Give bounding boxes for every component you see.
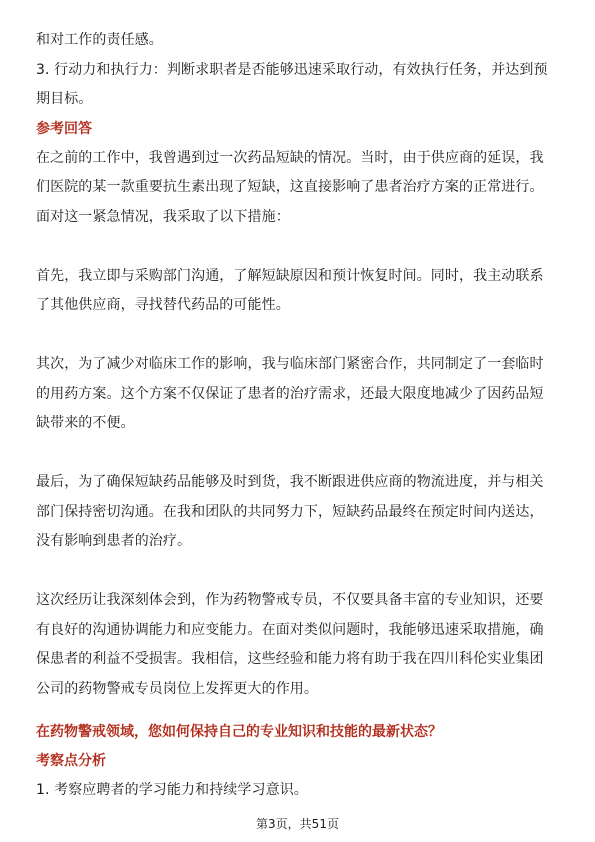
criteria-continuation [36, 26, 560, 115]
text-line: 保患者的利益不受损害。我相信，这些经验和能力将有助于我在四川科伦实业集团 [36, 651, 544, 667]
answer-paragraph-4 [36, 468, 560, 557]
answer-paragraph-3 [36, 350, 560, 439]
text-line: 没有影响到患者的治疗。 [36, 533, 192, 549]
paragraph-spacer [36, 557, 560, 587]
text-line: 面对这一紧急情况，我采取了以下措施： [36, 208, 290, 225]
text-line: 最后，为了确保短缺药品能够及时到货，我不断跟进供应商的物流进度，并与相关 [36, 474, 544, 490]
text-line: 缺带来的不便。 [36, 415, 135, 431]
text-line: 期目标。 [36, 91, 93, 107]
answer-paragraph-2 [36, 262, 560, 321]
answer-paragraph-1 [36, 144, 560, 233]
text-line: 和对工作的责任感。 [36, 32, 163, 48]
analysis-heading: 考察点分析 [36, 753, 106, 769]
text-line: 有良好的沟通协调能力和应变能力。在面对类似问题时，我能够迅速采取措施，确 [36, 621, 544, 638]
paragraph-spacer [36, 232, 560, 262]
text-line: 这次经历让我深刻体会到，作为药物警戒专员，不仅要具备丰富的专业知识，还要 [36, 592, 544, 608]
text-line: 3. 行动力和执行力：判断求职者是否能够迅速采取行动，有效执行任务，并达到预 [36, 61, 548, 78]
answer-paragraph-5 [36, 586, 560, 704]
text-line: 其次，为了减少对临床工作的影响，我与临床部门紧密合作，共同制定了一套临时 [36, 356, 544, 372]
section-spacer [36, 704, 560, 718]
paragraph-spacer [36, 439, 560, 469]
text-line: 在之前的工作中，我曾遇到过一次药品短缺的情况。当时，由于供应商的延误，我 [36, 149, 544, 166]
text-line: 的用药方案。这个方案不仅保证了患者的治疗需求，还最大限度地减少了因药品短 [36, 385, 544, 402]
page-content [36, 26, 560, 806]
analysis-item: 1. 考察应聘者的学习能力和持续学习意识。 [36, 782, 308, 798]
text-line: 们医院的某一款重要抗生素出现了短缺，这直接影响了患者治疗方案的正常进行。 [36, 179, 544, 195]
text-line: 公司的药物警戒专员岗位上发挥更大的作用。 [36, 680, 318, 697]
page-footer: 第3页，共51页 [256, 817, 339, 831]
text-line: 部门保持密切沟通。在我和团队的共同努力下，短缺药品最终在预定时间内送达， [36, 503, 544, 520]
text-line: 首先，我立即与采购部门沟通，了解短缺原因和预计恢复时间。同时，我主动联系 [36, 267, 544, 284]
paragraph-spacer [36, 321, 560, 351]
answer-heading: 参考回答 [36, 120, 92, 137]
text-line: 了其他供应商，寻找替代药品的可能性。 [36, 297, 290, 313]
question-title: 在药物警戒领域，您如何保持自己的专业知识和技能的最新状态？ [36, 724, 442, 740]
